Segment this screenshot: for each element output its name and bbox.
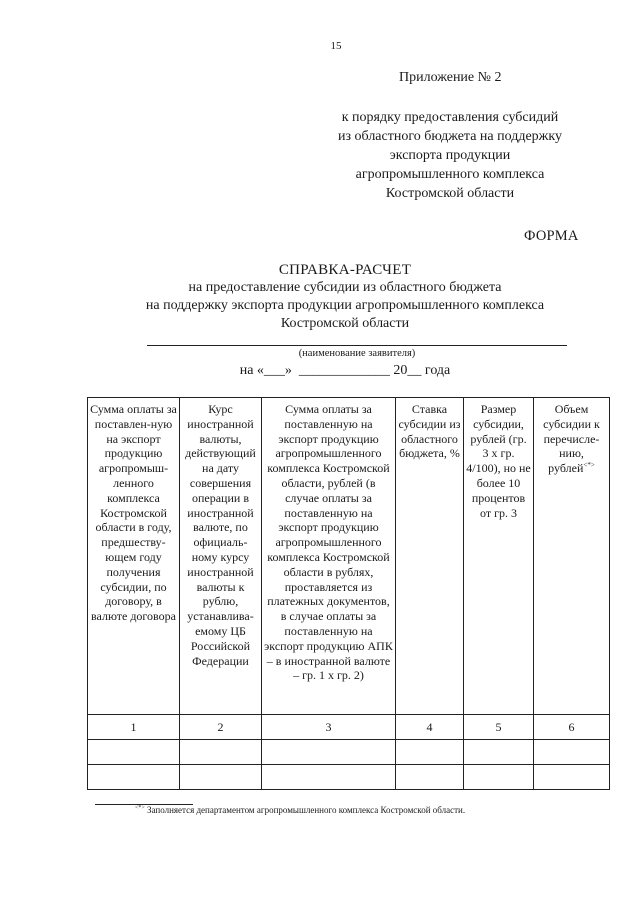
applicant-caption: (наименование заявителя) <box>298 348 416 359</box>
subtitle-line: на поддержку экспорта продукции агропромышленного комплекса <box>145 298 545 313</box>
table-cell <box>262 740 396 765</box>
table-cell <box>180 765 262 790</box>
footnote-mark: <*> <box>135 805 145 811</box>
table-cell <box>180 740 262 765</box>
footnote <box>135 805 465 815</box>
table-cell <box>396 765 464 790</box>
table-cell <box>534 740 610 765</box>
appendix-desc-line: экспорта продукции <box>389 148 511 163</box>
appendix-title: Приложение № 2 <box>399 70 502 85</box>
appendix-desc-line: к порядку предоставления субсидий <box>341 110 559 125</box>
table-row <box>88 740 610 765</box>
subtitle-line: Костромской области <box>280 316 410 331</box>
column-number: 6 <box>534 715 610 740</box>
column-number: 3 <box>262 715 396 740</box>
document-title: СПРАВКА-РАСЧЕТ <box>278 262 412 278</box>
header-cell-text: Объем субсидии к перечисле-нию, рублей <box>543 402 600 476</box>
table-cell <box>396 740 464 765</box>
footnote-mark: <*> <box>583 461 595 470</box>
header-cell: Размер субсидии, рублей (гр. 3 х гр. 4/100), но не более 10 процентов от гр. 3 <box>464 398 534 715</box>
header-cell <box>534 398 610 715</box>
date-line: на «___» _____________ 20__ года <box>239 363 451 378</box>
column-number: 1 <box>88 715 180 740</box>
column-number: 2 <box>180 715 262 740</box>
subtitle-line: на предоставление субсидии из областного бюджета <box>188 280 502 295</box>
appendix-description <box>300 108 600 203</box>
table-cell <box>534 765 610 790</box>
table-cell <box>464 740 534 765</box>
calculation-table <box>87 397 610 790</box>
table-cell <box>262 765 396 790</box>
table-cell <box>464 765 534 790</box>
form-label: ФОРМА <box>524 228 579 244</box>
document-subtitle <box>0 279 639 333</box>
appendix-desc-line: Костромской области <box>385 186 515 201</box>
table-header-row <box>88 398 610 715</box>
header-cell: Курс иностранной валюты, действующий на дату совершения операции в иностранной валюте, по официаль-ному курсу иностранной валюты к рублю, устанавлива-емому ЦБ Российской Федерации <box>180 398 262 715</box>
appendix-desc-line: из областного бюджета на поддержку <box>338 129 562 144</box>
table-cell <box>88 740 180 765</box>
table-cell <box>88 765 180 790</box>
footnote-text: Заполняется департаментом агропромышленного комплекса Костромской области. <box>147 805 466 815</box>
applicant-name-line <box>147 345 567 346</box>
column-number: 5 <box>464 715 534 740</box>
header-cell: Ставка субсидии из областного бюджета, % <box>396 398 464 715</box>
header-cell: Сумма оплаты за поставлен-ную на экспорт продукцию агропромыш-ленного комплекса Костромской области в году, предшеству-ющем году получения субсидии, по договору, в валюте договора <box>88 398 180 715</box>
column-number: 4 <box>396 715 464 740</box>
table-row <box>88 715 610 740</box>
page-number: 15 <box>330 40 342 52</box>
table-row <box>88 765 610 790</box>
header-cell: Сумма оплаты за поставленную на экспорт продукцию агропромышленного комплекса Костромской области, рублей (в случае оплаты за поставленную на экспорт продукцию агропромышленного комплекса Костромской области в рублях, проставляется из платежных документов, в случае оплаты за поставленную на экспорт продукцию АПК – в иностранной валюте – гр. 1 х гр. 2) <box>262 398 396 715</box>
appendix-desc-line: агропромышленного комплекса <box>355 167 545 182</box>
